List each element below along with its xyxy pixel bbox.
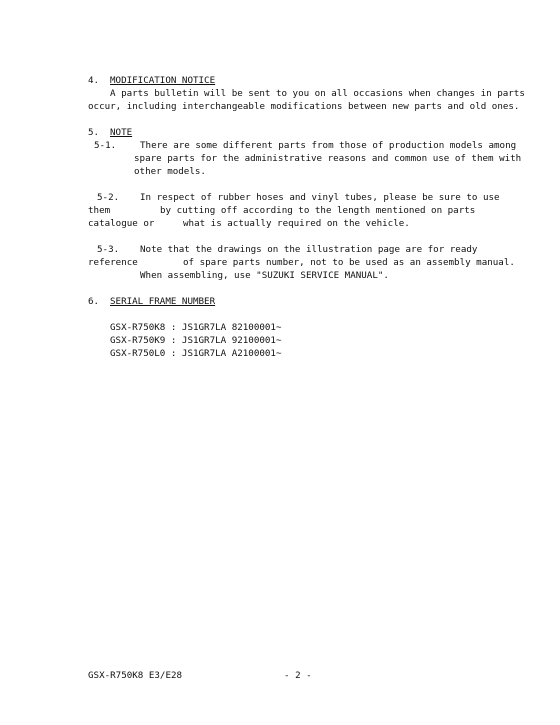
footer-page-number: - 2 - — [284, 670, 312, 681]
section-6-number: 6. — [88, 296, 100, 307]
section-4-number: 4. — [88, 75, 100, 86]
note-5-1-line-1: There are some different parts from those of production models among — [140, 140, 517, 151]
section-4-line-2: occur, including interchangeable modifications between new parts and old ones. — [88, 101, 520, 112]
section-4-line-1: A parts bulletin will be sent to you on all occasions when changes in parts — [110, 88, 525, 99]
section-5-title: NOTE — [110, 127, 133, 138]
serial-row-1: GSX-R750K8 : JS1GR7LA 82100001~ — [110, 322, 282, 333]
note-5-3-label: 5-3. — [97, 244, 120, 255]
note-5-1-line-3: other models. — [134, 166, 206, 177]
note-5-2-line-3b: what is actually required on the vehicle. — [183, 218, 410, 229]
note-5-2-line-2b: by cutting off according to the length mentioned on parts — [160, 205, 476, 216]
section-6-title: SERIAL FRAME NUMBER — [110, 296, 216, 307]
footer-model: GSX-R750K8 E3/E28 — [88, 670, 183, 681]
note-5-3-line-2a: reference — [88, 257, 138, 268]
serial-row-3: GSX-R750L0 : JS1GR7LA A2100001~ — [110, 348, 282, 359]
note-5-2-line-2a: them — [88, 205, 111, 216]
section-4-title: MODIFICATION NOTICE — [110, 75, 216, 86]
note-5-1-label: 5-1. — [94, 140, 117, 151]
note-5-3-line-1: Note that the drawings on the illustration page are for ready — [140, 244, 478, 255]
note-5-3-line-2b: of spare parts number, not to be used as an assembly manual. — [183, 257, 515, 268]
note-5-1-line-2: spare parts for the administrative reasons and common use of them with — [134, 153, 522, 164]
section-5-number: 5. — [88, 127, 100, 138]
note-5-2-line-3a: catalogue or — [88, 218, 155, 229]
note-5-2-line-1: In respect of rubber hoses and vinyl tubes, please be sure to use — [140, 192, 500, 203]
serial-row-2: GSX-R750K9 : JS1GR7LA 92100001~ — [110, 335, 282, 346]
note-5-2-label: 5-2. — [97, 192, 120, 203]
note-5-3-line-3: When assembling, use "SUZUKI SERVICE MANUAL". — [140, 270, 389, 281]
